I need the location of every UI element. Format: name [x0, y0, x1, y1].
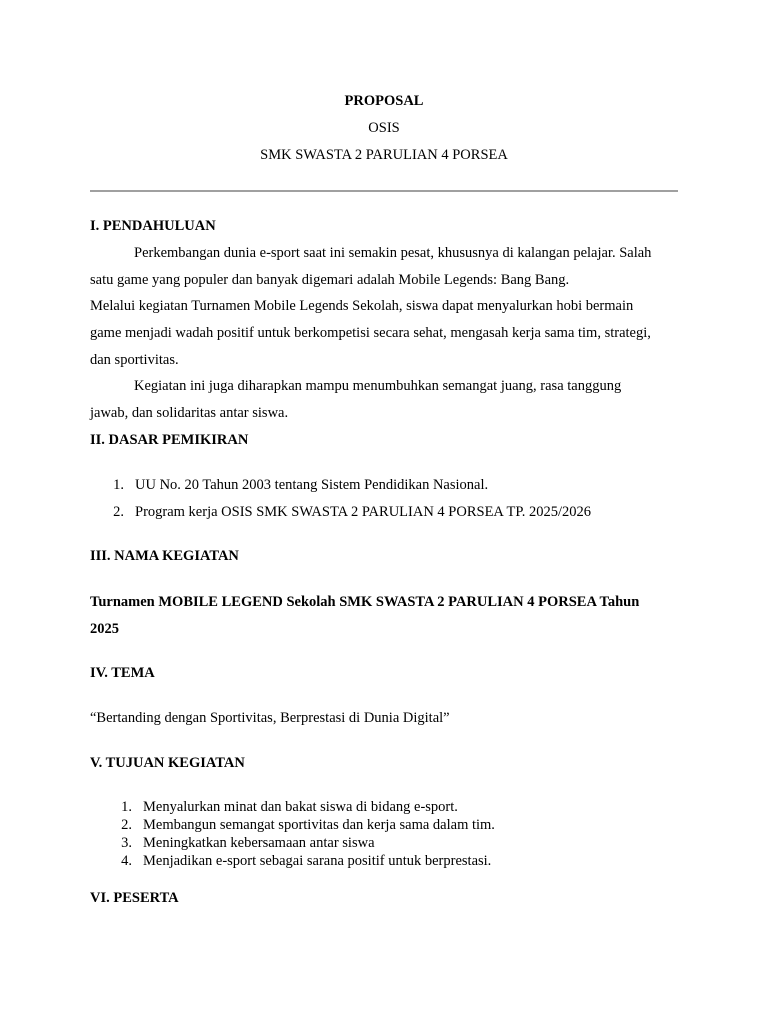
theme-text: “Bertanding dengan Sportivitas, Berprestasi di Dunia Digital”	[90, 710, 450, 726]
list-number: 3.	[121, 835, 132, 851]
section-heading-peserta: VI. PESERTA	[90, 890, 179, 906]
list-item: Menyalurkan minat dan bakat siswa di bidang e-sport.	[143, 799, 458, 815]
list-item: UU No. 20 Tahun 2003 tentang Sistem Pendidikan Nasional.	[135, 477, 489, 493]
school-name: SMK SWASTA 2 PARULIAN 4 PORSEA	[260, 147, 508, 163]
list-number: 1.	[113, 477, 124, 493]
event-name-line: Turnamen MOBILE LEGEND Sekolah SMK SWASTA 2 PARULIAN 4 PORSEA Tahun	[90, 594, 640, 610]
section-heading-nama-kegiatan: III. NAMA KEGIATAN	[90, 548, 239, 564]
section-heading-tujuan-kegiatan: V. TUJUAN KEGIATAN	[90, 755, 245, 771]
section-heading-pendahuluan: I. PENDAHULUAN	[90, 218, 216, 234]
paragraph-line: jawab, dan solidaritas antar siswa.	[90, 405, 289, 421]
list-number: 4.	[121, 853, 132, 869]
document-title: PROPOSAL	[344, 93, 424, 109]
event-name-line: 2025	[90, 621, 119, 637]
paragraph-line: satu game yang populer dan banyak digemari adalah Mobile Legends: Bang Bang.	[90, 272, 570, 288]
list-number: 1.	[121, 799, 132, 815]
paragraph-line: Kegiatan ini juga diharapkan mampu menumbuhkan semangat juang, rasa tanggung	[134, 378, 622, 394]
list-number: 2.	[113, 504, 124, 520]
paragraph-line: dan sportivitas.	[90, 352, 179, 368]
section-heading-dasar-pemikiran: II. DASAR PEMIKIRAN	[90, 432, 249, 448]
list-item: Program kerja OSIS SMK SWASTA 2 PARULIAN 4 PORSEA TP. 2025/2026	[135, 504, 592, 520]
paragraph-line: Melalui kegiatan Turnamen Mobile Legends Sekolah, siswa dapat menyalurkan hobi bermain	[90, 298, 634, 314]
list-number: 2.	[121, 817, 132, 833]
list-item: Menjadikan e-sport sebagai sarana positif untuk berprestasi.	[143, 853, 492, 869]
section-heading-tema: IV. TEMA	[90, 665, 155, 681]
organization-name: OSIS	[368, 120, 400, 136]
list-item: Membangun semangat sportivitas dan kerja sama dalam tim.	[143, 817, 495, 833]
list-item: Meningkatkan kebersamaan antar siswa	[143, 835, 375, 851]
paragraph-line: Perkembangan dunia e-sport saat ini semakin pesat, khususnya di kalangan pelajar. Salah	[134, 245, 652, 261]
horizontal-divider	[90, 190, 678, 192]
paragraph-line: game menjadi wadah positif untuk berkompetisi secara sehat, mengasah kerja sama tim, strategi,	[90, 325, 651, 341]
